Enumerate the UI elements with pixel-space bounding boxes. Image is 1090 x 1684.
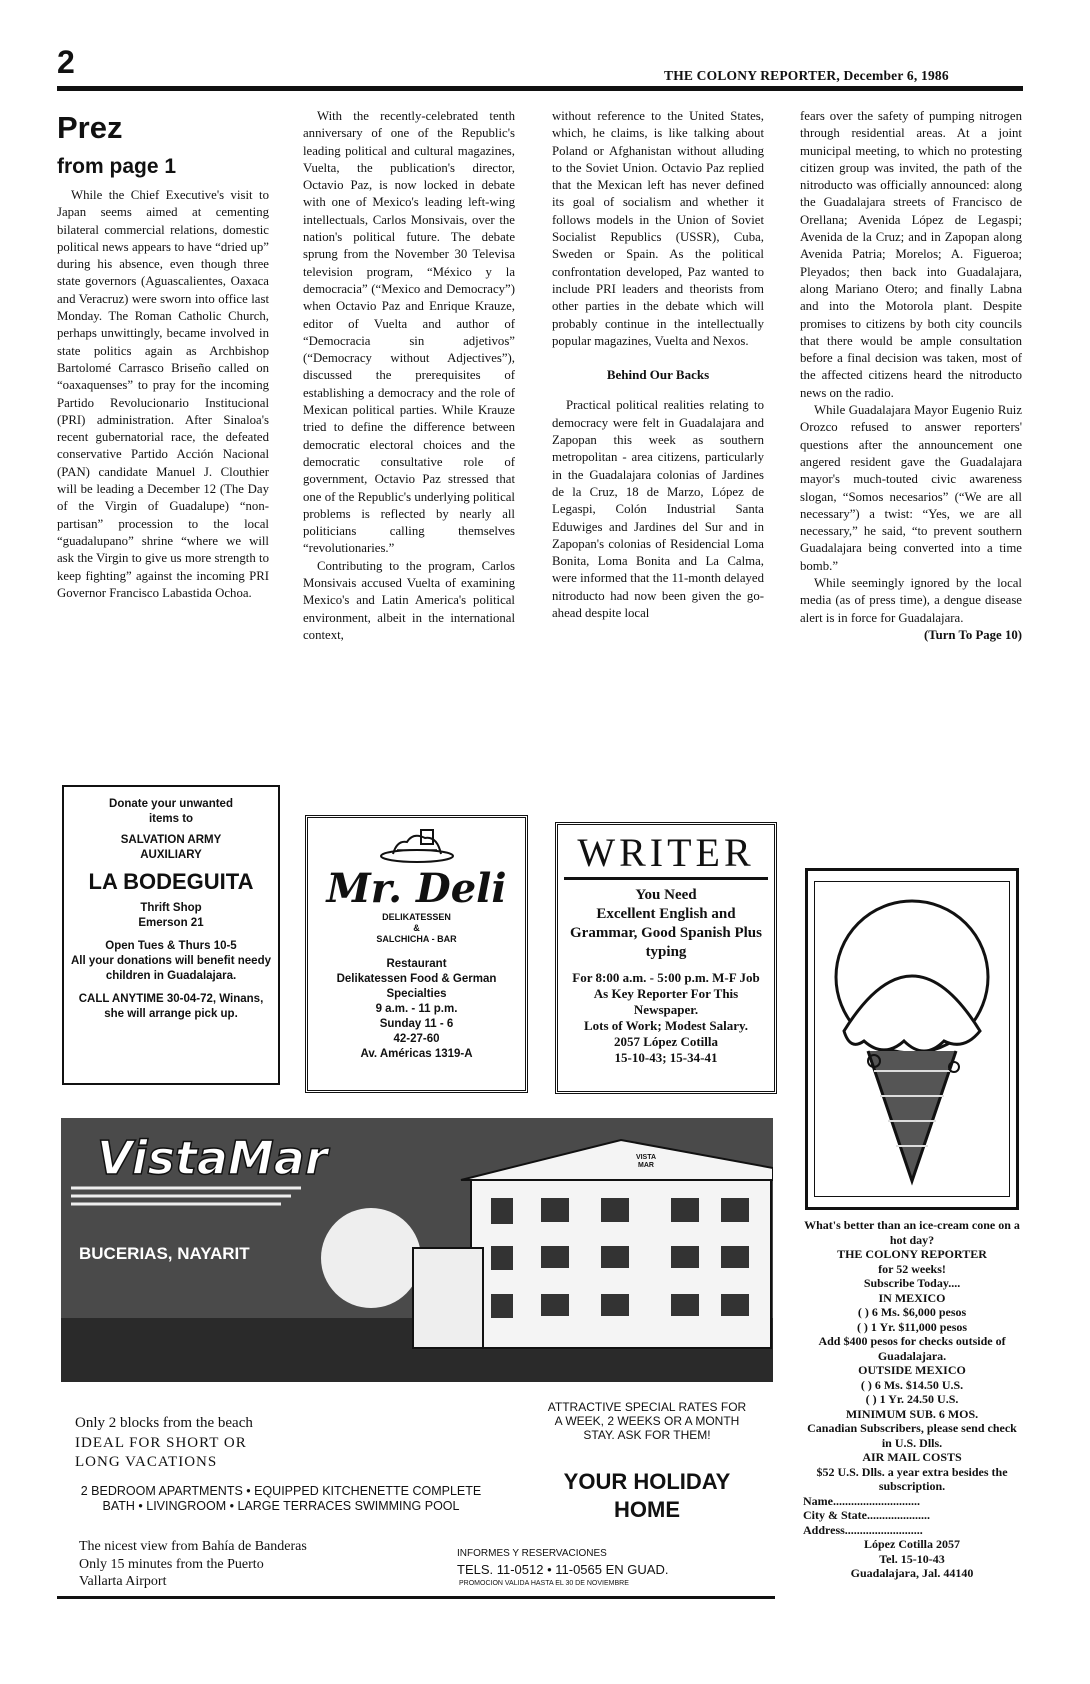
divider	[564, 877, 768, 880]
ad-text: Open Tues & Thurs 10-5	[105, 940, 237, 952]
paragraph: While seemingly ignored by the local media (as of press time), a dengue disease alert is in force for Guadalajara.	[800, 576, 1022, 625]
name-field: Name.............................	[803, 1493, 920, 1508]
ad-text: Only 15 minutes from the Puerto Vallarta Airport	[79, 1557, 264, 1589]
ad-text: López Cotilla 2057	[864, 1537, 960, 1551]
article-column-1	[57, 187, 269, 602]
ad-text: Delikatessen Food & German Specialties	[336, 973, 497, 1000]
ad-text: Guadalajara, Jal. 44140	[850, 1566, 974, 1580]
ad-text: Tel. 15-10-43	[879, 1551, 945, 1566]
ad-text: $52 U.S. Dlls. a year extra besides the subscription.	[816, 1464, 1008, 1493]
ad-text: You Need	[635, 887, 697, 903]
section-subhead: Behind Our Backs	[606, 367, 710, 383]
paragraph: While Guadalajara Mayor Eugenio Ruiz Orozco refused to answer reporters' questions after the announcement one angered resident gave the Guadalajara mayor's much-touted civic awareness slogan, “Somos necesarios” (“We are all necessary”) a twist: “Yes, we are all necessary,” he said, “to prevent southern Guadalajara being converted into a time bomb.”	[800, 403, 1022, 573]
ad-bottom-rule	[57, 1596, 775, 1599]
city-state-field: City & State.....................	[803, 1508, 930, 1522]
ice-cream-icon	[814, 881, 1010, 1197]
ad-text: Canadian Subscribers, please send check in U.S. Dlls.	[807, 1421, 1017, 1450]
header-rule	[57, 86, 1023, 91]
article-column-3	[552, 108, 764, 622]
ice-cream-illustration	[805, 868, 1019, 1210]
ad-text: SALCHICHA - BAR	[376, 934, 457, 944]
paragraph: While the Chief Executive's visit to Japan seems aimed at cementing bilateral commercial relations, domestic political news appears to have “dried up” during his absence, even though three state governors (Aguascalientes, Oaxaca and Veracruz) were sworn into office last Monday. The Roman Catholic Church, perhaps unwittingly, became involved in state politics again as Archbishop Bartolomé Carrasco Briseño called on “oaxaquenses” to pray for the incoming Partido Revolucionario Institucional (PRI) administration. After Sinaloa's recent gubernatorial race, the defeated conservative Partido Acción Nacional (PAN) candidate Manuel J. Clouthier will be leading a December 12 (The Day of the Virgin of Guadalupe) “non-partisan” procession to the local “guadalupano” shrine “where we will ask the Virgin to give us more strength to keep fighting” against the incoming PRI Governor Francisco Labastida Ochoa.	[57, 188, 269, 600]
ad-title: WRITER	[577, 830, 755, 875]
ad-text: INFORMES Y RESERVACIONES	[457, 1548, 607, 1559]
ad-logo: Mr. Deli	[326, 865, 507, 912]
ad-text: 2 BEDROOM APARTMENTS • EQUIPPED KITCHENETTE COMPLETE BATH • LIVINGROOM • LARGE TERRACES SWIMMING POOL	[80, 1484, 482, 1513]
ad-text: Excellent English and Grammar, Good Spanish Plus typing	[570, 906, 762, 960]
ad-text: The nicest view from Bahía de Banderas	[79, 1539, 307, 1554]
masthead: THE COLONY REPORTER, December 6, 1986	[664, 68, 949, 83]
ad-la-bodeguita	[62, 785, 280, 1085]
paragraph: fears over the safety of pumping nitrogen through residential areas. At a joint municipal meeting, to which no protesting citizen group was invited, the path of the nitroducto was officially announced: along the Guadalajara streets of Francisco de Orellana; Avenida López de Legaspi; Avenida de la Cruz; and in Zapopan along Avenida Patria; Morelos; A. Figueroa; Pleyados; then back into Guadalajara, along Mariano Otero; and finally Labna and into the Motorola plant. Despite promises to citizens by both city councils that there would be ample consultation before a final decision was taken, most of the affected citizens heard the nitroducto news on the radio.	[800, 109, 1022, 400]
ad-text: Donate your unwanted	[109, 798, 233, 810]
ad-text: OUTSIDE MEXICO	[858, 1363, 966, 1377]
ad-text: Thrift Shop	[140, 902, 202, 914]
vistamar-location: BUCERIAS, NAYARIT	[79, 1244, 250, 1263]
ad-text: SALVATION ARMY	[120, 834, 222, 846]
ad-text: &	[413, 923, 420, 933]
ad-text: 42-27-60	[393, 1033, 440, 1045]
ad-text: DELIKATESSEN	[382, 912, 451, 922]
vistamar-logo: VistaMar	[97, 1131, 328, 1185]
jump-line: (Turn To Page 10)	[923, 627, 1022, 642]
ad-text: ATTRACTIVE SPECIAL RATES FOR A WEEK, 2 WEEKS OR A MONTH STAY. ASK FOR THEM!	[547, 1400, 747, 1442]
ad-text: MINIMUM SUB. 6 MOS.	[845, 1406, 979, 1421]
ad-text: Restaurant	[386, 958, 447, 970]
paragraph: Contributing to the program, Carlos Monsivais accused Vuelta of examining Mexico's and Latin America's political environment, albeit in the international context,	[303, 558, 515, 642]
ad-text: What's better than an ice-cream cone on a hot day?	[804, 1218, 1020, 1247]
ad-text: items to	[148, 813, 194, 825]
ad-text: YOUR HOLIDAY HOME	[563, 1469, 731, 1522]
ad-text: Only 2 blocks from the beach	[75, 1415, 253, 1431]
ad-text: Emerson 21	[138, 917, 204, 929]
vistamar-photo	[61, 1118, 773, 1382]
ad-text: ( ) 6 Ms. $6,000 pesos	[857, 1305, 967, 1319]
ad-text: Add $400 pesos for checks outside of Guadalajara.	[818, 1334, 1006, 1363]
ad-text: CALL ANYTIME 30-04-72, Winans, she will arrange pick up.	[78, 993, 264, 1020]
ad-text: ( ) 6 Ms. $14.50 U.S.	[860, 1377, 964, 1392]
subhead: from page 1	[57, 155, 177, 178]
paragraph: without reference to the United States, which, he claims, is like talking about Poland or Afghanistan without alluding to the Soviet Union. Octavio Paz replied that the Mexican left has never defined its goal of socialism and whether it follows models in the Union of Soviet Socialist Republics (USSR), Cuba, Sweden or Spain. As the political confrontation developed, Paz wanted to include PRI leaders and theorists from other parties in the debate which will probably continue in the intellectually popular magazines, Vuelta and Nexos.	[552, 109, 764, 348]
ad-text: TELS. 11-0512 • 11-0565 EN GUAD.	[457, 1562, 669, 1577]
ad-text: Av. Américas 1319-A	[360, 1048, 473, 1060]
ad-text: AUXILIARY	[140, 849, 202, 861]
ad-text: THE COLONY REPORTER	[837, 1247, 987, 1261]
ad-text: ( ) 1 Yr. 24.50 U.S.	[865, 1392, 959, 1406]
page-number: 2	[57, 44, 75, 80]
article-column-4	[800, 108, 1022, 644]
ad-text: IDEAL FOR SHORT OR LONG VACATIONS	[75, 1435, 247, 1470]
paragraph: With the recently-celebrated tenth anniversary of one of the Republic's leading political and cultural magazines, Vuelta, the publication's director, Octavio Paz, is now locked in debate with one of Mexico's leading left-wing intellectuals, Carlos Monsivais, over the nation's political future. The debate sprung from the November 30 Televisa television program, “México y la democracia” (“Mexico and Democracy”) when Octavio Paz and Enrique Krauze, editor of Vuelta and author of “Democracia sin adjetivos” (“Democracy without Adjectives”), discussed the prerequisites of establishing a democracy and the role of Mexican political parties. While Krauze tried to define the difference between democratic electoral choices and the democratic consultative role of government, Octavio Paz stressed that one of the Republic's underlying political problems is reflected by nearly all politicians calling themselves “revolutionaries.”	[303, 109, 515, 556]
ad-vistamar	[57, 1118, 775, 1666]
ad-text: AIR MAIL COSTS	[862, 1450, 962, 1464]
article-column-2	[303, 108, 515, 644]
ad-text: 2057 López Cotilla	[614, 1034, 718, 1049]
ad-text: Lots of Work; Modest Salary.	[583, 1018, 749, 1033]
ad-text: 15-10-43; 15-34-41	[614, 1050, 718, 1065]
building-sign: VISTA MAR	[635, 1154, 657, 1169]
deli-platter-icon	[377, 826, 457, 864]
ad-writer	[555, 822, 777, 1094]
ad-text: All your donations will benefit needy children in Guadalajara.	[71, 955, 271, 982]
headline: Prez	[57, 110, 123, 145]
ad-text: 9 a.m. - 11 p.m.	[375, 1003, 458, 1015]
ad-mr-deli	[305, 815, 528, 1093]
subscribe-text	[803, 1218, 1021, 1581]
ad-text: for 52 weeks!	[878, 1261, 946, 1276]
address-field: Address..........................	[803, 1522, 923, 1537]
ad-text: Subscribe Today....	[863, 1276, 961, 1290]
ad-text: For 8:00 a.m. - 5:00 p.m. M-F Job As Key Reporter For This Newspaper.	[572, 970, 760, 1017]
ad-subscribe	[803, 868, 1021, 1672]
ad-title: LA BODEGUITA	[88, 869, 254, 894]
ad-text: IN MEXICO	[878, 1290, 946, 1305]
paragraph: Practical political realities relating to democracy were felt in Guadalajara and Zapopan this week as southern metropolitan - area citizens, particularly in the Guadalajara colonias of Jardines de la Cruz, 18 de Marzo, López de Legaspi, Colón Industrial Santa Eduwiges and Jardines del Sur and in Zapopan's colonias of Residencial Loma Bonita, Loma Bonita and La Calma, were informed that the 11-month delayed nitroducto had now been given the go-ahead despite local	[552, 398, 764, 621]
ad-text: Sunday 11 - 6	[379, 1018, 454, 1030]
ad-text: ( ) 1 Yr. $11,000 pesos	[856, 1319, 968, 1334]
ad-text: PROMOCION VALIDA HASTA EL 30 DE NOVIEMBRE	[459, 1580, 629, 1587]
